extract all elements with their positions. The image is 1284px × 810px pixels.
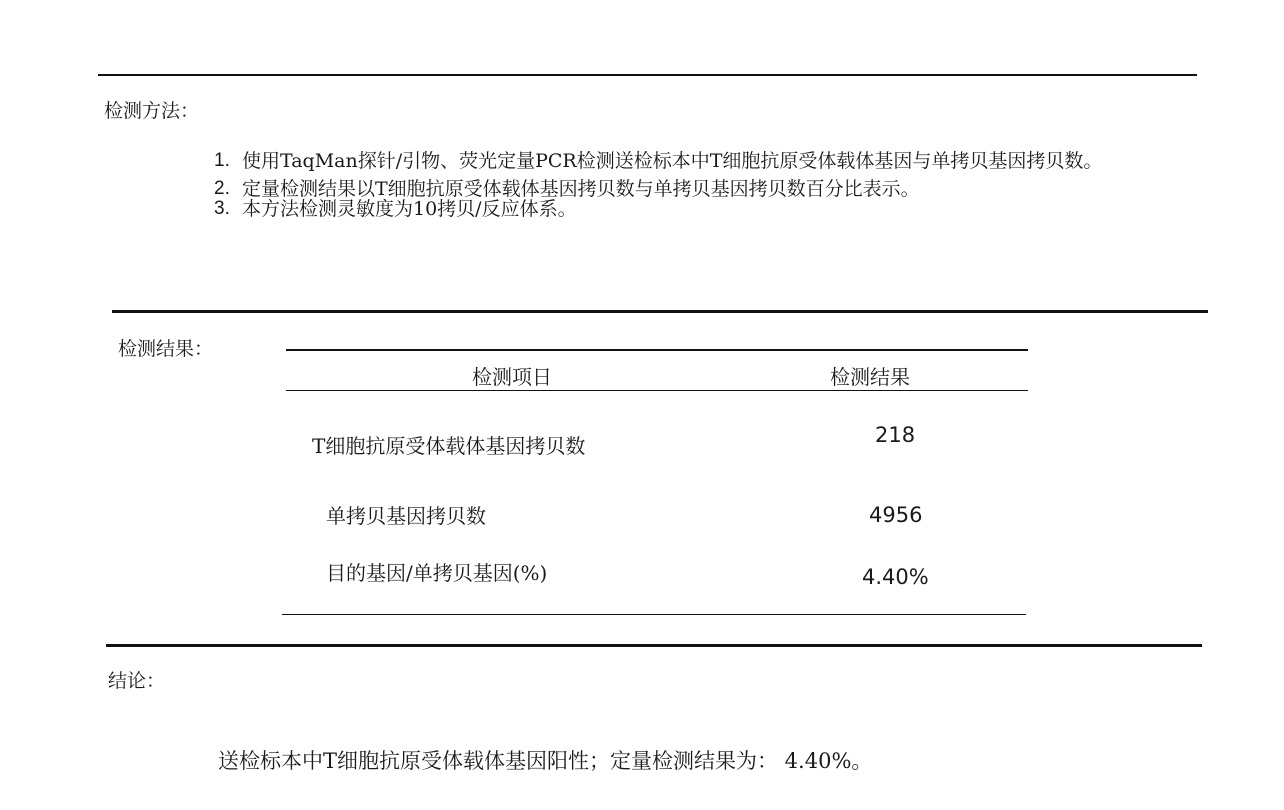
table-header-result: 检测结果 bbox=[830, 365, 910, 389]
table-header-rule bbox=[286, 390, 1028, 391]
method-item-1 bbox=[214, 148, 1144, 174]
table-row-item: 单拷贝基因拷贝数 bbox=[326, 504, 486, 528]
table-row-value: 4956 bbox=[869, 503, 923, 527]
conclusion-text: 送检标本中T细胞抗原受体载体基因阳性；定量检测结果为： 4.40%。 bbox=[218, 749, 873, 773]
method-item-number: 2. bbox=[214, 178, 230, 199]
results-heading: 检测结果： bbox=[118, 338, 214, 360]
table-header-item: 检测项日 bbox=[472, 365, 552, 389]
table-row-value: 4.40% bbox=[862, 565, 929, 589]
table-row-item: 目的基因/单拷贝基因(%) bbox=[326, 561, 548, 585]
method-item-number: 1. bbox=[214, 150, 230, 171]
method-item-text: 定量检测结果以T细胞抗原受体载体基因拷贝数与单拷贝基因拷贝数百分比表示。 bbox=[242, 178, 920, 200]
method-item-text: 本方法检测灵敏度为10拷贝/反应体系。 bbox=[242, 198, 577, 220]
table-top-rule bbox=[286, 349, 1028, 351]
conclusion-heading: 结论： bbox=[108, 670, 166, 692]
conclusion-divider bbox=[106, 644, 1202, 647]
method-item-text: 使用TaqMan探针/引物、荧光定量PCR检测送检标本中T细胞抗原受体载体基因与单拷贝基因拷贝数。 bbox=[242, 150, 1103, 172]
method-list bbox=[214, 148, 1144, 222]
method-heading: 检测方法： bbox=[104, 100, 200, 122]
table-bottom-rule bbox=[282, 614, 1026, 615]
method-item-number: 3. bbox=[214, 198, 230, 219]
table-row-item: T细胞抗原受体载体基因拷贝数 bbox=[312, 434, 586, 458]
method-item-3 bbox=[214, 196, 1144, 222]
results-divider bbox=[112, 310, 1208, 313]
table-row-value: 218 bbox=[875, 423, 916, 447]
top-divider bbox=[98, 74, 1197, 76]
